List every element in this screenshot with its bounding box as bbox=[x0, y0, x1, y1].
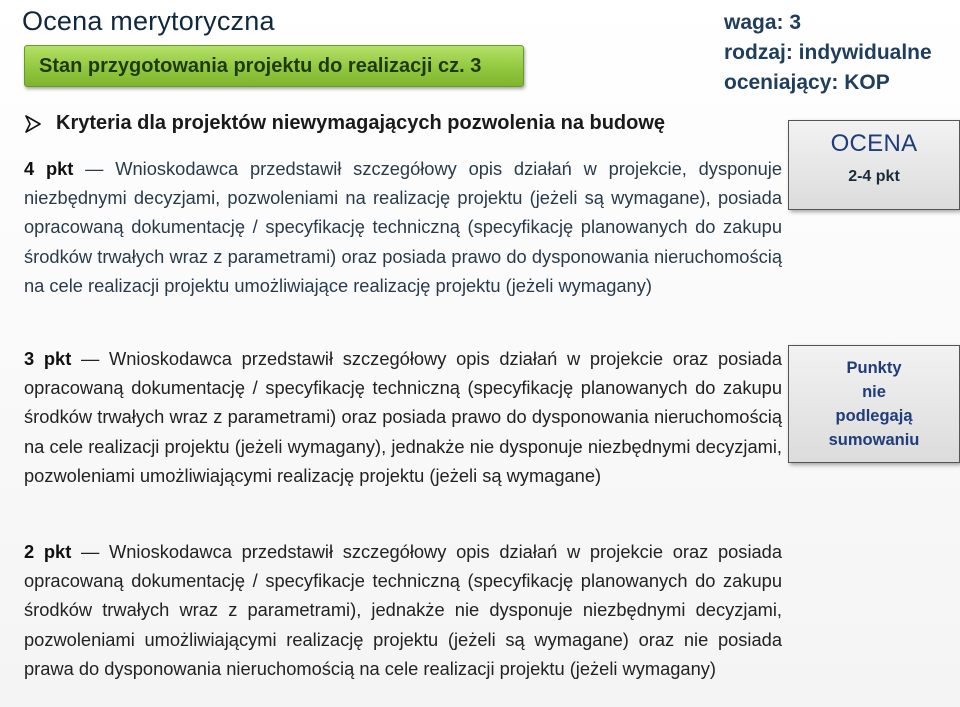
meta-evaluator: oceniający: KOP bbox=[724, 71, 890, 94]
criterion-points: 4 pkt bbox=[24, 158, 74, 179]
criteria-label: Kryteria dla projektów niewymagających pozwolenia na budowę bbox=[56, 112, 666, 134]
score-box-range: 2-4 pkt bbox=[848, 168, 900, 185]
criterion-2pkt bbox=[24, 537, 782, 683]
meta-type: rodzaj: indywidualne bbox=[724, 41, 932, 64]
section-banner-label: Stan przygotowania projektu do realizacji cz. 3 bbox=[39, 54, 482, 77]
points-note-line: podlegają bbox=[835, 407, 913, 425]
points-note-line: nie bbox=[862, 383, 886, 401]
score-box bbox=[788, 120, 960, 210]
meta-weight: waga: 3 bbox=[724, 11, 802, 34]
criterion-4pkt bbox=[24, 154, 782, 300]
section-banner bbox=[24, 45, 524, 87]
page-title: Ocena merytoryczna bbox=[22, 6, 275, 36]
evaluation-meta bbox=[724, 8, 932, 98]
points-note-box bbox=[788, 345, 960, 463]
criterion-points: 2 pkt bbox=[24, 541, 72, 562]
criterion-3pkt bbox=[24, 344, 782, 490]
criteria-heading bbox=[24, 112, 665, 135]
points-note-text bbox=[829, 356, 920, 452]
criterion-points: 3 pkt bbox=[24, 348, 72, 369]
criterion-text: ― Wnioskodawca przedstawił szczegółowy opis działań w projekcie, dysponuje niezbędnymi decyzjami, pozwoleniami na realizację projektu (jeżeli są wymagane), posiada opracowaną dokumentację / specyfikację techniczną (specyfikację planowanych do zakupu środków trwałych wraz z parametrami) oraz posiada prawo do dysponowania nieruchomością na cele realizacji projektu umożliwiające realizację projektu (jeżeli wymagany) bbox=[24, 158, 782, 296]
points-note-line: sumowaniu bbox=[828, 431, 920, 449]
criterion-text: ― Wnioskodawca przedstawił szczegółowy opis działań w projekcie oraz posiada opracowaną dokumentację / specyfikacje techniczną (specyfikację planowanych do zakupu środków trwałych wraz z parametrami), jednakże nie dysponuje niezbędnymi decyzjami, pozwoleniami umożliwiającymi realizację projektu (jeżeli są wymagane) oraz nie posiada prawa do dysponowania nieruchomością na cele realizacji projektu (jeżeli wymagany) bbox=[24, 541, 783, 679]
criterion-text: ― Wnioskodawca przedstawił szczegółowy opis działań w projekcie oraz posiada opracowaną dokumentację / specyfikację techniczną (specyfikację planowanych do zakupu środków trwałych wraz z parametrami) oraz posiada prawo do dysponowania nieruchomością na cele realizacji projektu (jeżeli wymagany), jednakże nie dysponuje niezbędnymi decyzjami, pozwoleniami umożliwiającymi realizację projektu (jeżeli są wymagane) bbox=[24, 348, 783, 486]
points-note-line: Punkty bbox=[846, 359, 902, 377]
score-box-heading: OCENA bbox=[830, 130, 918, 157]
arrow-bullet-icon bbox=[24, 115, 42, 133]
